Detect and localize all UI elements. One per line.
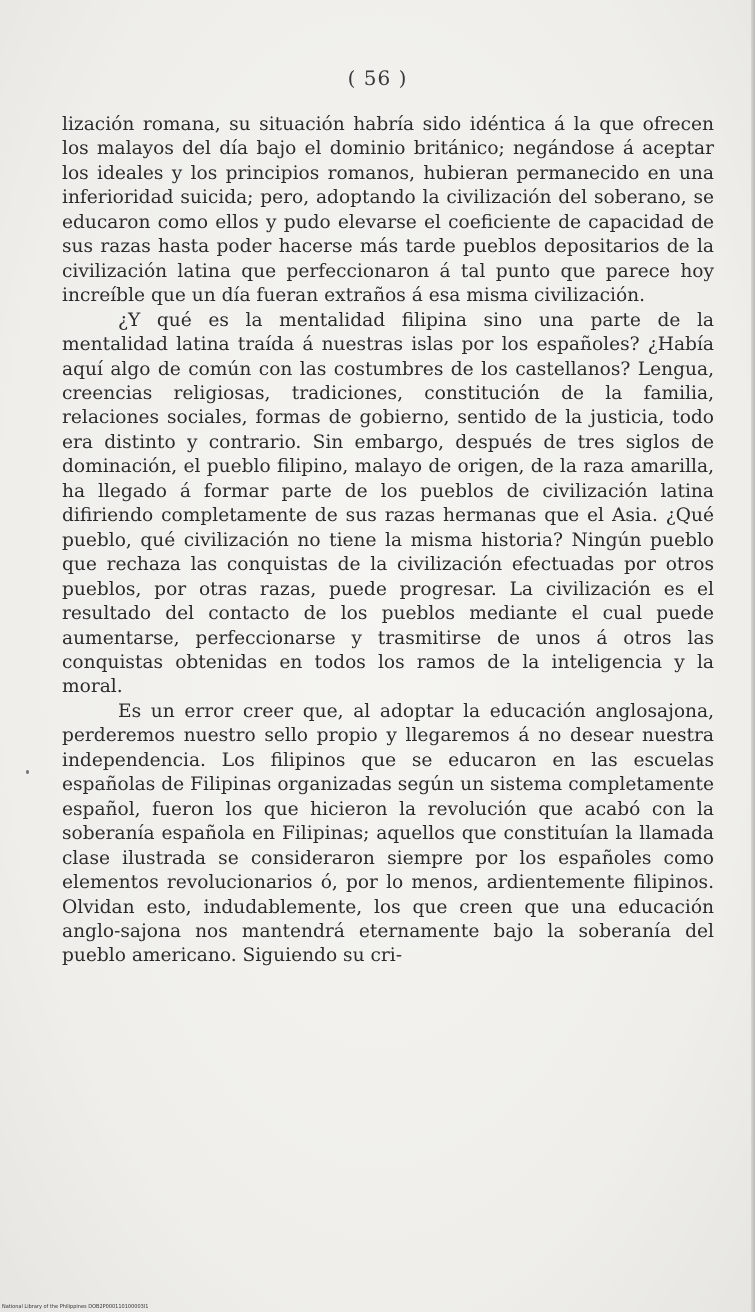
- library-footer: National Library of the Philippines DOB2P000110100003I1: [2, 1304, 149, 1310]
- paragraph-2: ¿Y qué es la mentalidad filipina sino una parte de la mentalidad latina traída á nuestras islas por los españoles? ¿Había aquí algo de común con las costumbres de los castellanos? Lengua, creencias religiosas, tradiciones, constitución de la familia, relaciones sociales, formas de gobierno, sentido de la justicia, todo era distinto y contrario. Sin embargo, después de tres siglos de dominación, el pueblo filipino, malayo de origen, de la raza amarilla, ha llegado á formar parte de los pueblos de civilización latina difiriendo completamente de sus razas hermanas que el Asia. ¿Qué pueblo, qué civilización no tiene la misma historia? Ningún pueblo que rechaza las conquistas de la civilización efectuadas por otros pueblos, por otras razas, puede progresar. La civilización es el resultado del contacto de los pueblos mediante el cual puede aumentarse, perfeccionarse y trasmitirse de unos á otros las conquistas obtenidas en todos los ramos de la inteligencia y la moral.: [62, 309, 714, 698]
- paragraph-1: lización romana, su situación habría sido idéntica á la que ofrecen los malayos del día bajo el dominio británico; negándose á aceptar los ideales y los principios romanos, hubieran permanecido en una inferioridad suicida; pero, adoptando la civilización del soberano, se educaron como ellos y pudo elevarse el coeficiente de capacidad de sus razas hasta poder hacerse más tarde pueblos depositarios de la civilización latina que perfeccionaron á tal punto que parece hoy increíble que un día fueran extraños á esa misma civilización.: [62, 114, 714, 307]
- body-text: [62, 113, 714, 969]
- paragraph-3: Es un error creer que, al adoptar la educación anglosajona, perderemos nuestro sello propio y llegaremos á no desear nuestra independencia. Los filipinos que se educaron en las escuelas españolas de Filipinas organizadas según un sistema completamente español, fueron los que hicieron la revolución que acabó con la soberanía española en Filipinas; aquellos que constituían la llamada clase ilustrada se consideraron siempre por los españoles como elementos revolucionarios ó, por lo menos, ardientemente filipinos. Olvidan esto, indudablemente, los que creen que una educación anglo-sajona nos mantendrá eternamente bajo la soberanía del pueblo americano. Siguiendo su cri-: [62, 700, 714, 967]
- page-edge: [751, 0, 755, 1312]
- page-number: ( 56 ): [347, 66, 408, 90]
- scan-speck: [26, 770, 29, 774]
